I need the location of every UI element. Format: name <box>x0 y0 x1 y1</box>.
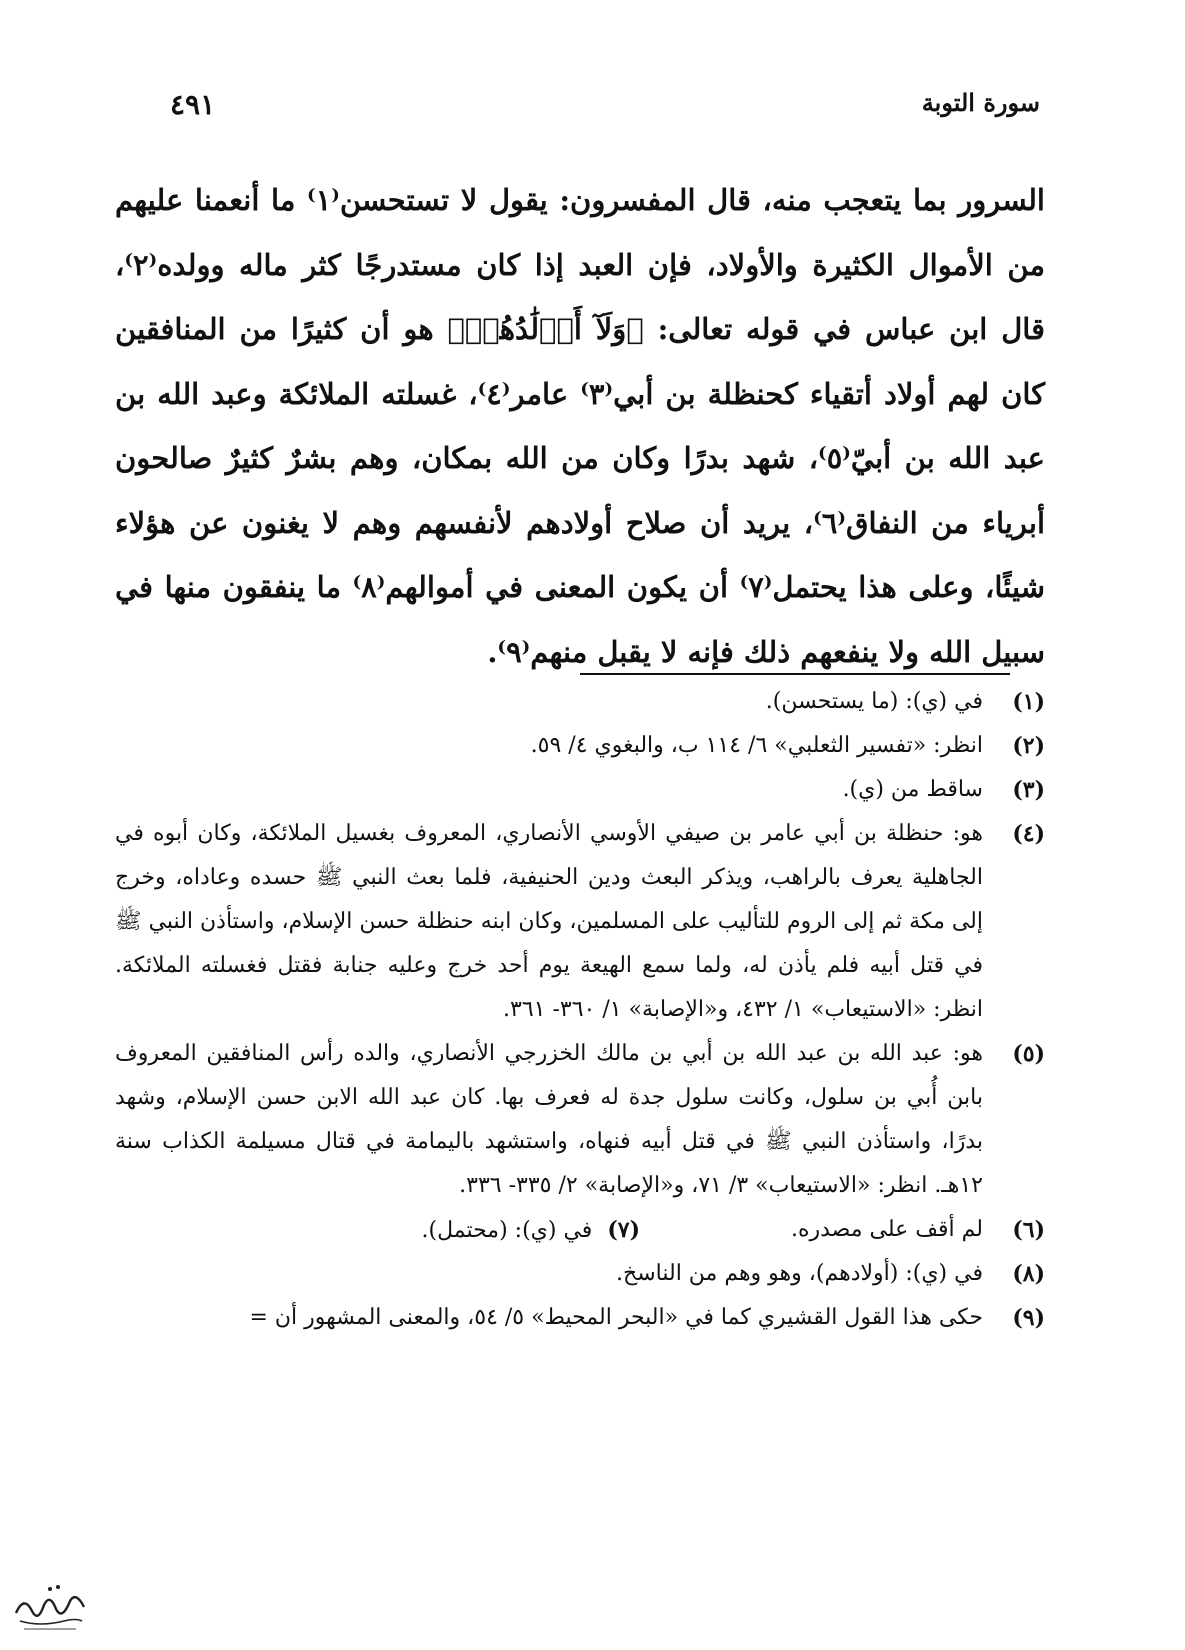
footnotes-section <box>115 680 1045 1340</box>
footnote-3 <box>115 768 1045 812</box>
footnote-4 <box>115 812 1045 1032</box>
footnote-text: في (ي): (ما يستحسن). <box>765 689 983 714</box>
publisher-logo <box>10 1575 90 1635</box>
footnote-text: لم أقف على مصدره. <box>790 1217 983 1242</box>
footnote-number: (٤) <box>1012 821 1045 847</box>
footnote-number: (٨) <box>1012 1261 1045 1287</box>
footnote-divider <box>580 673 1010 675</box>
page-number: ٤٩١ <box>170 88 216 121</box>
surah-title: سورة التوبة <box>921 88 1040 117</box>
footnote-text: انظر: «تفسير الثعلبي» ٦/ ١١٤ ب، والبغوي ٤/ ٥٩. <box>530 733 983 758</box>
footnote-8 <box>115 1252 1045 1296</box>
footnote-text: ساقط من (ي). <box>842 777 983 802</box>
footnote-7 <box>422 1208 640 1253</box>
footnote-text: في (ي): (محتمل). <box>421 1218 593 1243</box>
footnote-number: (٢) <box>1012 733 1045 759</box>
footnote-text: هو: عبد الله بن عبد الله بن أبي بن مالك الخزرجي الأنصاري، والده رأس المنافقين المعروف بابن أُبي بن سلول، وكانت سلول جدة له فعرف بها. كان عبد الله الابن حسن الإسلام، وشهد بدرًا، واستأذن النبي ﷺ في قتل أبيه فنهاه، واستشهد باليمامة في قتال مسيلمة الكذاب سنة ١٢هـ. انظر: «الاستيعاب» ٣/ ٧١، و«الإصابة» ٢/ ٣٣٥- ٣٣٦. <box>115 1041 983 1198</box>
footnote-number: (٦) <box>1012 1217 1045 1243</box>
main-paragraph: السرور بما يتعجب منه، قال المفسرون: يقول لا تستحسن⁽١⁾ ما أنعمنا عليهم من الأموال الكثيرة والأولاد، فإن العبد إذا كان مستدرجًا كثر ماله وولده⁽٢⁾، قال ابن عباس في قوله تعالى: ﴿وَلَآ أَوۡلَٰدُهُمۡ﴾ هو أن كثيرًا من المنافقين كان لهم أولاد أتقياء كحنظلة بن أبي⁽٣⁾ عامر⁽٤⁾، غسلته الملائكة وعبد الله بن عبد الله بن أبيّ⁽٥⁾، شهد بدرًا وكان من الله بمكان، وهم بشرٌ كثيرٌ صالحون أبرياء من النفاق⁽٦⁾، يريد أن صلاح أولادهم لأنفسهم وهم لا يغنون عن هؤلاء شيئًا، وعلى هذا يحتمل⁽٧⁾ أن يكون المعنى في أموالهم⁽٨⁾ ما ينفقون منها في سبيل الله ولا ينفعهم ذلك فإنه لا يقبل منهم⁽٩⁾. <box>115 183 1046 669</box>
footnote-number: (٩) <box>1012 1305 1045 1331</box>
footnote-number: (٣) <box>1012 777 1045 803</box>
main-body-text <box>115 168 1045 684</box>
footnote-1 <box>115 680 1045 724</box>
footnote-6-7-row <box>115 1208 1045 1252</box>
footnote-text: في (ي): (أولادهم)، وهو وهم من الناسخ. <box>616 1261 983 1286</box>
footnote-5 <box>115 1032 1045 1208</box>
footnote-text: حكى هذا القول القشيري كما في «البحر المحيط» ٥/ ٥٤، والمعنى المشهور أن = <box>249 1305 983 1330</box>
footnote-number: (٧) <box>607 1217 640 1243</box>
footnote-9 <box>115 1296 1045 1340</box>
footnote-text: هو: حنظلة بن أبي عامر بن صيفي الأوسي الأنصاري، المعروف بغسيل الملائكة، وكان أبوه في الجاهلية يعرف بالراهب، ويذكر البعث ودين الحنيفية، فلما بعث النبي ﷺ حسده وعاداه، وخرج إلى مكة ثم إلى الروم للتأليب على المسلمين، وكان ابنه حنظلة حسن الإسلام، واستأذن النبي ﷺ في قتل أبيه فلم يأذن له، ولما سمع الهيعة يوم أحد خرج وعليه جنابة فقتل فغسلته الملائكة. انظر: «الاستيعاب» ١/ ٤٣٢، و«الإصابة» ١/ ٣٦٠- ٣٦١. <box>115 821 983 1022</box>
page-header <box>170 88 1040 128</box>
footnote-2 <box>115 724 1045 768</box>
footnote-number: (٥) <box>1012 1041 1045 1067</box>
footnote-number: (١) <box>1012 689 1045 715</box>
